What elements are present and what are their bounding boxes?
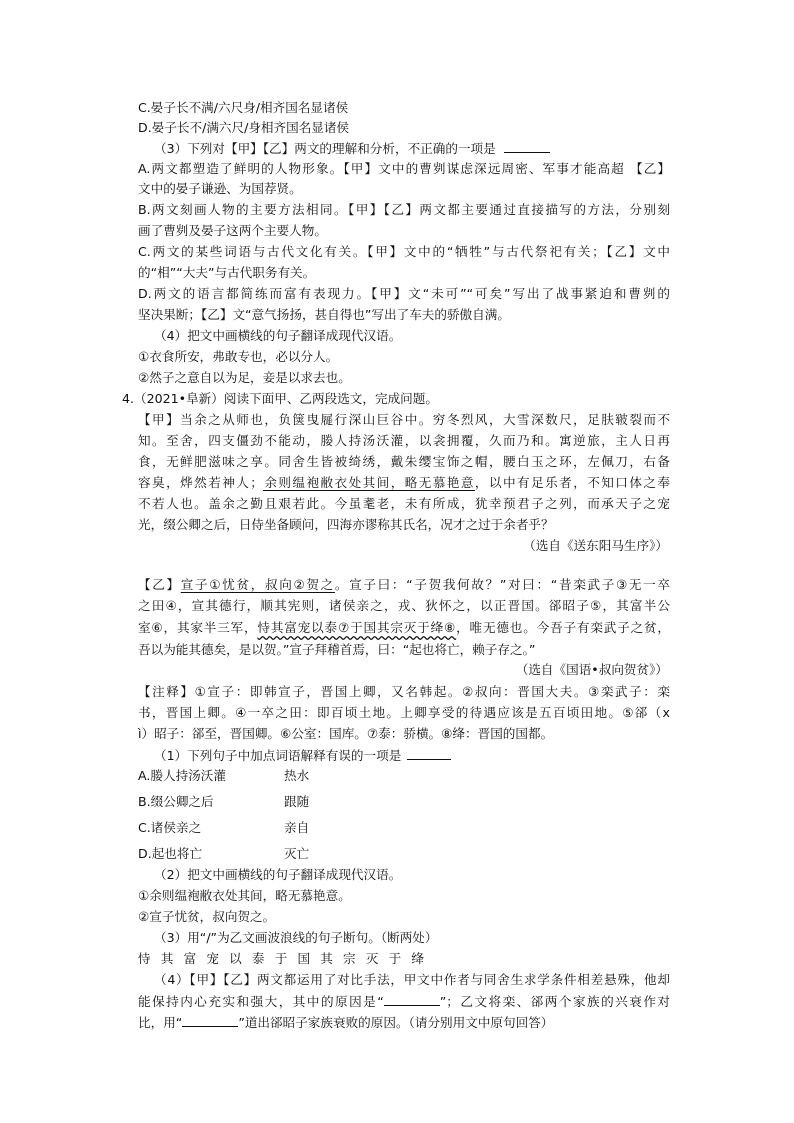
jia-line-2: 知。至舍，四支僵劲不能动，媵人持汤沃灌，以衾拥覆，久而乃和。寓逆旅，主人日再 [138, 433, 670, 448]
q3-sub4-sentence-2: ②然子之意自以为足，妾是以求去也。 [138, 370, 351, 385]
sub1-option-a-meaning: 热水 [284, 768, 310, 783]
yi-underlined-sentence: 宣子①忧贫，叔向②贺之 [180, 577, 335, 592]
answer-blank[interactable] [384, 992, 440, 1006]
q4-sub4-line-1: （4）【甲】【乙】两文都运用了对比手法，甲文中作者与同舍生求学条件相差悬殊，他却 [154, 972, 670, 987]
option-d: D.晏子长不/满六尺/身相齐国名显诸侯 [138, 120, 350, 135]
jia-line-3: 食，无鲜肥滋味之享。同舍生皆被绮绣，戴朱缨宝饰之帽，腰白玉之环，左佩刀，右备 [138, 454, 670, 469]
sub1-option-d: D.起也将亡 [138, 846, 203, 861]
jia-line-5: 不若人也。盖余之勤且艰若此。今虽耄老，未有所成，犹幸预君子之列，而承天子之宠 [138, 496, 670, 511]
sub1-option-c: C.诸侯亲之 [138, 820, 202, 835]
sub1-option-a: A.媵人持汤沃灌 [138, 768, 226, 783]
q3-sub3-option-d: D.两文的语言都简练而富有表现力。【甲】文“未可”“可矣”写出了战事紧迫和曹刿的 [138, 286, 670, 301]
q4-sub4-line-3: 比，用“ ”道出郤昭子家族衰败的原因。（请分别用文中原句回答） [138, 1015, 554, 1030]
sub1-option-c-meaning: 亲自 [284, 820, 310, 835]
q3-sub3-option-a: A.两文都塑造了鲜明的人物形象。【甲】文中的曹刿谋虑深远周密、军事才能高超 【乙】 [138, 161, 670, 176]
q3-sub3-option-a-cont: 文中的晏子谦逊、为国荐贤。 [138, 181, 302, 196]
q4-sub2-stem: （2）把文中画横线的句子翻译成现代汉语。 [154, 867, 402, 882]
q4-sub3-stem: （3）用“/”为乙文画波浪线的句子断句。（断两处） [154, 930, 438, 945]
notes-line-3: ì）昭子：郤至，晋国卿。⑥公室：国库。⑦泰：骄横。⑧绛：晋国的国都。 [138, 726, 554, 741]
q3-sub4-sentence-1: ①衣食所安，弗敢专也，必以分人。 [138, 349, 339, 364]
yi-source: （选自《国语•叔向贺贫》） [515, 662, 668, 677]
q4-sub2-sentence-1: ①余则缊袍敝衣处其间，略无慕艳意。 [138, 888, 351, 903]
q4-sub4-line-2: 能保持内心充实和强大，其中的原因是“ ”；乙文将栾、郤两个家族的兴衰作对 [138, 994, 670, 1009]
notes-line-2: 书，晋国上卿。④一卒之田：即百顷土地。上卿享受的待遇应该是五百顷田地。⑤郤（x [138, 705, 670, 720]
jia-source: （选自《送东阳马生序》） [523, 538, 668, 553]
sub1-option-d-meaning: 灭亡 [284, 846, 310, 861]
yi-line-3: 室⑥，其家半三军，恃其富宠以泰⑦于国其宗灭于绛⑧，唯无德也。今吾子有栾武子之贫， [138, 620, 671, 635]
yi-line-4: 吾以为能其德矣，是以贺。”宣子拜稽首焉，曰：“起也将亡，赖子存之。” [138, 642, 536, 657]
q3-sub3-option-c: C.两文的某些词语与古代文化有关。【甲】文中的“牺牲”与古代祭祀有关；【乙】文中 [138, 244, 670, 259]
q3-sub3-stem: （3）下列对【甲】【乙】两文的理解和分析，不正确的一项是 [154, 139, 550, 158]
notes-line-1: 【注释】①宣子：即韩宣子，晋国上卿，又名韩起。②叔向：晋国大夫。③栾武子：栾 [138, 684, 670, 699]
answer-blank[interactable] [407, 746, 451, 760]
q3-sub3-option-b: B.两文刻画人物的主要方法相同。【甲】【乙】两文都主要通过直接描写的方法，分别刻 [138, 202, 670, 217]
q3-sub3-option-b-cont: 画了曹刿及晏子这两个主要人物。 [138, 223, 327, 238]
yi-line-2: 之田④，宣其德行，顺其宪则，诸侯亲之，戎、狄怀之，以正晋国。郤昭子⑤，其富半公 [138, 598, 670, 613]
q4-sub2-sentence-2: ②宣子忧贫，叔向贺之。 [138, 909, 276, 924]
q4-header: 4.（2021•阜新）阅读下面甲、乙两段选文，完成问题。 [122, 391, 438, 406]
jia-line-6: 光，缀公卿之后，日侍坐备顾问，四海亦谬称其氏名，况才之过于余者乎？ [138, 517, 554, 532]
sub1-option-b-meaning: 跟随 [284, 794, 310, 809]
answer-blank[interactable] [504, 139, 550, 153]
sentence-to-punctuate[interactable]: 恃 其 富 宠 以 泰 于 国 其 宗 灭 于 绛 [138, 951, 424, 966]
yi-line-1: 【乙】宣子①忧贫，叔向②贺之。宣子曰：“子贺我何故？”对曰：“昔栾武子③无一卒 [138, 577, 670, 592]
q3-sub3-option-d-cont: 坚决果断；【乙】文“意气扬扬，甚自得也”写出了车夫的骄傲自满。 [138, 307, 510, 322]
yi-wavy-sentence: 恃其富宠以泰⑦于国其宗灭于绛⑧ [257, 620, 457, 635]
q3-sub3-option-c-cont: 的“相”“大夫”与古代职务有关。 [138, 265, 316, 280]
option-c: C.晏子长不满/六尺身/相齐国名显诸侯 [138, 100, 349, 115]
jia-line-1: 【甲】当余之从师也，负箧曳屣行深山巨谷中。穷冬烈风，大雪深数尺，足肤皲裂而不 [138, 412, 670, 427]
jia-underlined-sentence: 余则缊袍敝衣处其间，略无慕艳意 [262, 475, 475, 490]
q4-sub1-stem: （1）下列句子中加点词语解释有误的一项是 [154, 746, 451, 765]
sub1-option-b: B.缀公卿之后 [138, 794, 214, 809]
q3-sub4-stem: （4）把文中画横线的句子翻译成现代汉语。 [154, 328, 402, 343]
answer-blank[interactable] [182, 1013, 238, 1027]
jia-line-4: 容臭，烨然若神人；余则缊袍敝衣处其间，略无慕艳意，以中有足乐者，不知口体之奉 [138, 475, 671, 490]
